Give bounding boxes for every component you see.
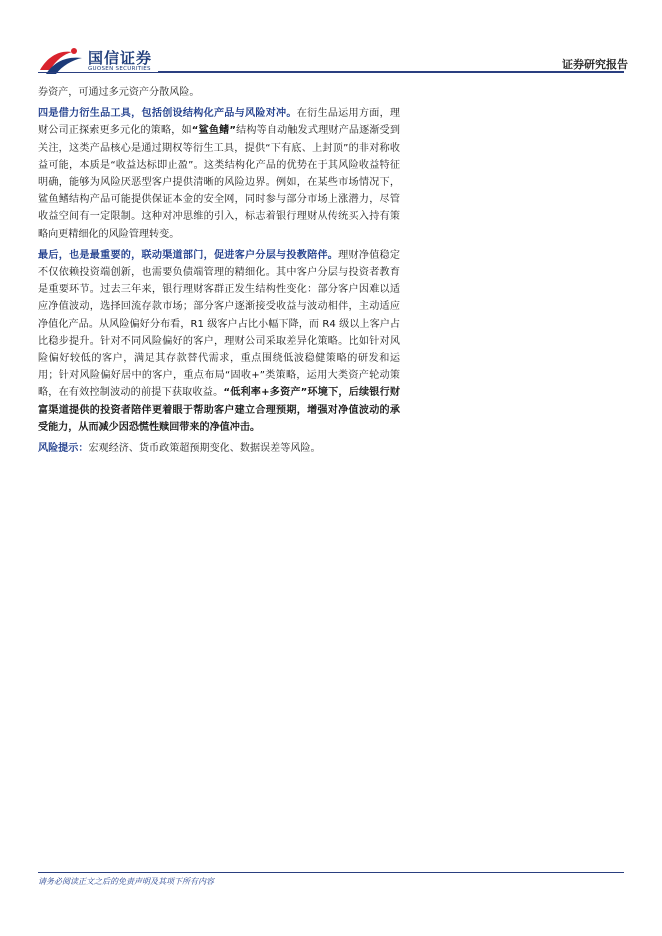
paragraph-text: 券资产，可通过多元资产分散风险。	[38, 87, 200, 98]
logo-chinese-name: 国信证券	[88, 49, 153, 67]
risk-warning-text: 宏观经济、货币政策超预期变化、数据误差等风险。	[88, 443, 321, 455]
paragraph-emphasis: “鲨鱼鳍”	[191, 125, 236, 137]
paragraph-emphasis: “低利率+多资产”环境下，后续银行财富渠道提供的投资者陪伴更着眼于帮助客户建立合理预期，增强对净值波动的承受能力，从而减少因恐慌性赎回带来的净值冲击。	[38, 387, 400, 433]
paragraph-risk-warning	[38, 440, 400, 457]
footer-divider	[38, 872, 624, 873]
paragraph-lead: 四是借力衍生品工具，包括创设结构化产品与风险对冲。	[38, 108, 297, 120]
report-type-label: 证券研究报告	[562, 58, 628, 71]
footer-disclaimer: 请务必阅读正文之后的免责声明及其项下所有内容	[38, 877, 214, 886]
risk-warning-label: 风险提示：	[38, 443, 89, 455]
logo-english-name: GUOSEN SECURITIES	[88, 66, 151, 72]
paragraph-client-segmentation	[38, 247, 400, 436]
paragraph-text: 理财净值稳定不仅依赖投资端创新，也需要负债端管理的精细化。其中客户分层与投资者教育是重要环节。过去三年来，银行理财客群正发生结构性变化：部分客户因难以适应净值波动，选择回流存款市场；部分客户逐渐接受收益与波动相伴，主动适应净值化产品。从风险偏好分布看，R1 级客户占比小幅下降，而 R4 级以上客户占比稳步提升。针对不同风险偏好的客户，理财公司采取差异化策略。比如针对风险偏好较低的客户，满足其存款替代需求，重点围绕低波稳健策略的研发和运用；针对风险偏好居中的客户，重点布局“固收+”类策略，运用大类资产轮动策略，在有效控制波动的前提下获取收益。	[38, 249, 401, 399]
header-divider-accent	[158, 71, 624, 73]
paragraph-text: 结构等自动触发式理财产品逐渐受到关注，这类产品核心是通过期权等衍生工具，提供“下有底、上封顶”的非对称收益可能，本质是“收益达标即止盈”。这类结构化产品的优势在于其风险收益特征明确，能够为风险厌恶型客户提供清晰的风险边界。例如，在某些市场情况下，鲨鱼鳍结构产品可能提供保证本金的安全网，同时参与部分市场上涨潜力，尽管收益空间有一定限制。这种对冲思维的引入，标志着银行理财从传统买入持有策略向更精细化的风险管理转变。	[38, 125, 400, 240]
paragraph-continuation	[38, 84, 400, 101]
paragraph-text: 在衍生品运用方面，理财公司正探索更多元化的策略，如	[38, 108, 401, 137]
paragraph-lead: 最后，也是最重要的，联动渠道部门，促进客户分层与投教陪伴。	[38, 249, 339, 261]
paragraph-derivatives	[38, 105, 400, 243]
report-body	[38, 84, 400, 461]
